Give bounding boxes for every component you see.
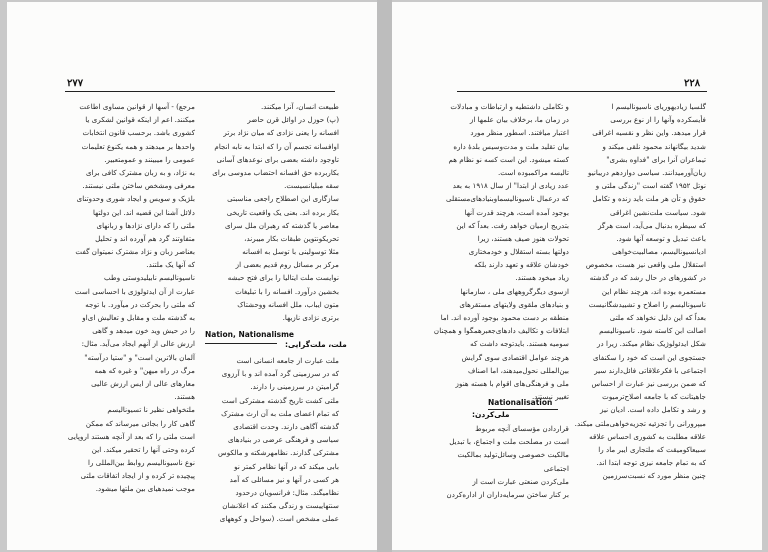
book-spine [377, 0, 392, 552]
text-line: زیان‌آورمیدانند. سیاسی دوازدهم دریبانیو [588, 167, 706, 177]
text-line: اجتماعی [543, 463, 569, 473]
text-line: فأیسکرده وآنها را از نوع بررسی [610, 115, 706, 125]
text-line: قراردادن مؤسسای آنچه مربوط [475, 424, 569, 433]
text-line: ارزش عالی از آنهم ایجاد می‌آید. مثال: [81, 339, 195, 349]
text-line: مالکیت خصوصی وسائل‌تولید بمالکیت [457, 450, 569, 460]
text-line: گاهی کار را بجائی میرساند که ممکن [85, 418, 195, 428]
text-line: بر کنار ساختن سرمایه‌داران از اداره‌کردن [446, 489, 569, 499]
text-line: تغییر نیستند. [531, 392, 569, 402]
text-line: را در حیش وید خون میدهد و گاهی [92, 326, 195, 336]
text-line: جستجوی این است که خود را سکنفای [593, 352, 706, 362]
column-left [65, 100, 195, 496]
text-line: سازگاری این اصطلاح راجعی مناسبتی [227, 194, 339, 204]
text-line: که در سرزمینی گرد آمده اند و با آرزوی [221, 369, 339, 379]
text-line: حقوق و تأن هر ملت باید زنده و تکامل [592, 194, 706, 204]
text-line: بین‌المللی نحول‌میدهند، اما اصناف [468, 365, 569, 375]
text-line: است ملتی را که بعد از آنچه هستند اروپایی [67, 431, 195, 441]
text-line: متون ایباب، ملل افسانه ووحشتاک [237, 299, 339, 309]
text-line: شود. سیاست ملت‌نشین اغراقی [609, 207, 706, 217]
text-line: بخشین درآورد. افسانه را با تبلیغات [235, 286, 339, 296]
text-line: است در مصلحت ملت و اجتماع، با تبدیل [449, 437, 569, 447]
text-line: تحریکونتوین طبقات بکار میبرند، [244, 233, 339, 243]
text-line: میکنند. اعم از اینکه قوانین لشکری یا [85, 115, 195, 125]
heading-fa: ملی‌کردن: [472, 410, 510, 419]
text-line: هستند. [174, 392, 195, 402]
text-line: بیان تقلید ملت و مدت‌وسیس بلدهٔ داره [453, 141, 569, 151]
text-line: اصالت ابن کاسته شود. ناسیونالیسم [599, 326, 706, 336]
heading-fa: ملت، ملت‌گرایی: [285, 340, 347, 349]
text-line: گذشته آگاهی دارند. وحدت اقتصادی [233, 421, 339, 431]
text-line: نظامیگند. مثال: فرانسویان درحدود [235, 487, 339, 497]
text-line: متفاوتند گرد هم آورده اند و تحلیل [95, 233, 195, 243]
column-right-section-2 [203, 354, 339, 525]
text-line: معاصر یا گذشته که رهبران ملل سرای [225, 220, 339, 230]
text-line: میپرورانی را تجزئیه تجزیه‌خواهی‌ملتی میکند. [574, 418, 706, 428]
text-line: کسته میشود. این است کسه نو نظام هم [448, 154, 569, 164]
text-line: مرگ در راه میهن" و غیره که همه [94, 365, 195, 375]
column-left-section-2 [446, 422, 569, 501]
text-line: ملت عبارت از جامعه انسانی است [236, 356, 339, 365]
text-line: هر کسی در آنها و نیز مسائلی که آمد [229, 474, 339, 484]
text-line: مستعمره بوده اند، هرچند نظام این [601, 286, 706, 296]
text-line: سنتهاییست و زندگی مکنند که اعلانشان [222, 501, 339, 511]
text-line: شدید بیگانهاند محمود نلقی میکند و [602, 141, 706, 151]
text-line: به گذشته ملت و مقابل و تعالیش ای‌او [82, 313, 195, 322]
text-line: و تکاملی داشتطیه و ارتباطات و مبادلات [450, 102, 569, 111]
text-line: بابی میکند که در آنها نظامر کمتر نو [234, 461, 339, 471]
heading-underline [205, 343, 277, 344]
text-line: که به تمام جامعه نیزی توجه ابتدا اند. [596, 458, 706, 468]
text-line: به نژاد، و به زبان مشترک کافی برای [85, 167, 195, 177]
text-line: ملتی کشت تاریخ گذشته مشترکی است [221, 395, 339, 405]
text-line: ناسیونالیسم را اصلاح و تشییدشگانیست [588, 299, 706, 309]
text-line: نوع ناسیونالیسم روابط بین‌المللی را [88, 458, 195, 468]
text-line: شکل ایدئولوژیک نظام میکند. زیرا در [596, 339, 706, 349]
text-line: سبیعاکومیقت که ملتجاری ایبر ماد را [598, 444, 706, 454]
text-line: بلژیک و سویس و ایجاد شوری وحدوتنای [76, 194, 195, 204]
text-line: نوایست ملت ایتالیا را برای فتح حبشه [227, 273, 339, 283]
text-line: اعتبار میافتند. اسطور منظر مورد [470, 128, 569, 138]
text-line: دولتها بسته استقلال و خودمختاری [468, 247, 569, 257]
right-page [392, 2, 762, 550]
text-line: ادیانسیونالیسم، مصالبیت‌خواهی [612, 247, 706, 257]
column-right [203, 100, 339, 324]
text-line: بوجود آمده است، هرچند قدرت آنها [464, 207, 569, 217]
text-line: بکار برده اند. بعنی یک واقعیت تاریخی [226, 207, 339, 217]
text-line: باعث تبدیل و توسعه آنها شود. [616, 233, 706, 243]
text-line: تیماعران آنرا برای "فداوه بشری" [606, 154, 706, 164]
text-line: قرار میدهد. واین نظر و نقسیه اغراقی [592, 128, 706, 138]
text-line: طبیعت انسان، آنرا میکنند. [261, 102, 339, 111]
text-line: افسانه را یعنی نژادی که میان نژاد برتر [223, 128, 339, 138]
left-page [7, 2, 377, 550]
text-line: کرده وحتی آنها را تحقیر میکند. این [91, 444, 195, 454]
text-line: عدد زیادی از ابتدا" از سال ۱۹۱۸ به بعد [452, 181, 569, 191]
text-line: تحولات هنوز صیف هستند، زیرا [477, 233, 569, 243]
text-line: ملتخواهی نظیر نا تسیونالیسم [107, 405, 195, 415]
text-line: ملتی را که دارای نژادها و زبانهای [96, 220, 195, 230]
text-line: (پ) حوزل در اوائل قرن حاضر [247, 115, 339, 125]
section-heading [488, 398, 552, 407]
text-line: بکاربرده حق افسانه احتضاب مدوسی برای [212, 167, 339, 177]
text-line: تالیسه مراکمبوده است. [498, 167, 569, 177]
text-line: ناسیونالیسم نابیلیدوستی وطب [104, 273, 195, 283]
text-line: سیاسی و فرهنگی عرضی در بنیادهای [228, 435, 339, 445]
text-line: بتدریج ازمیان خواهد رفت. بعداً که این [456, 220, 569, 230]
text-line: ازسوی دیگرگروههای ملی ، سازمانها [460, 286, 569, 296]
text-line: مثلا توسولینی با توسل به افسانه [242, 247, 339, 257]
text-line: علاقه مطلبت به کشوری احساس علاقه [589, 431, 706, 441]
text-line: و بنیادهای ملقوی ولایتهای مستقرهای [459, 299, 569, 309]
text-line: استقلال ملی واقعی نیز هست، مخصوص [585, 260, 706, 270]
heading-latin: Nationalisation [488, 398, 553, 407]
text-line: موجب نمیدهیای بین ملتها میشود. [95, 484, 195, 494]
text-line: که درعمال ناسیونالیسماوبنیادهای‌مستقلی‌ [445, 194, 569, 204]
text-line: معرفی ومشخص ساختن ملتی نیستند. [82, 181, 195, 191]
text-line: منطقه بر دست محمود بوجود آورده اند. اما [440, 313, 569, 322]
text-line: پیچیده تر کرده و از ایجاد اتفاقات ملتی [80, 471, 195, 481]
text-line: مرجع) - آسها از قوانین مساوی اطاعت [79, 102, 195, 111]
text-line: مشترکی گذارند. نظامهرشکته و مالکوس [217, 448, 339, 458]
text-line: بعداً که این دلیل نخواهد که ملتی [609, 313, 706, 322]
heading-latin: Nation, Nationalisme [205, 330, 295, 339]
text-line: در زمان ما، برخلاف بیان علمها از [469, 115, 569, 125]
page-number: ۲۲۸ [684, 78, 701, 89]
text-line: کشوری باشد. برحسب قانون انتخابات [82, 128, 195, 138]
text-line: ملی‌کردن صنعتی عبارت است از [472, 476, 569, 486]
text-line: که ضمن بررسی نیز عبارت از احساس [591, 378, 706, 388]
text-line: چنین منظر مورد که نسبت‌سرزمین [602, 471, 706, 481]
text-line: زیاد میخود هستند. [515, 273, 569, 283]
text-line: بعناصر زبان و نژاد مشترک نمیتوان گفت [75, 247, 195, 257]
section-heading [205, 330, 294, 339]
text-line: عبارت از آن ایدئولوژی با احساسی است [74, 286, 195, 296]
column-left [433, 100, 569, 403]
text-line: که تمام اعضای ملت به آن ارث مشترک [221, 408, 339, 418]
text-line: آلمان بالاترین است" و "ستیا درآسته" [84, 352, 195, 362]
text-line: و رشد و تکامل داده است. ادیان نیز [600, 405, 706, 415]
text-line: تاوجود داشته بعضی برای نوعدهای آسانی [216, 154, 339, 164]
text-line: عملی مشخص است. (سواحل و کوههای [219, 514, 339, 524]
text-line: دلائل آشنا این قضیه اند. این دولتها [92, 207, 195, 217]
text-line: معارهای عالی از ایس ارزش عالیی [91, 378, 195, 388]
column-right [574, 100, 706, 482]
header-rule [65, 81, 335, 92]
text-line: در کشورهای در حال رشد که در گذشته [589, 273, 706, 283]
header-rule [457, 81, 707, 92]
text-line: مرکز بر مسائل روم قدیم بعضی از [235, 260, 339, 270]
text-line: گلسیا زیادیهوریای ناسیونالیسم ا [611, 102, 706, 111]
text-line: که ملتی را بحرکت در میآورد. با توجه [85, 299, 195, 309]
text-line: سقه مبلیانسیست. [284, 181, 339, 191]
text-line: که سیطره بدنبال می‌آید، است هرگز [597, 220, 706, 230]
text-line: اجتماعی با فکرعلاقاتی فائل‌دارند سیر [594, 365, 706, 375]
text-line: واحدها بر میدهند و همه یکنوع تعلیمات [81, 141, 195, 151]
text-line: نوتل ۱۹۵۲ گفته است "زندگی ملتی و [595, 181, 706, 191]
page-number: ۲۷۷ [67, 78, 84, 89]
text-line: گرامیتن در سرزمینی را دارند. [250, 382, 339, 392]
text-line: هرچند عوامل اقتصادی سوی گرایش [461, 352, 569, 362]
text-line: اوافسانه تجسم آن را که ابتدا به نابه انجام [214, 141, 339, 151]
text-line: که آنها یک ملتند. [146, 260, 195, 270]
text-line: عمومی را میبینند و عمومتعبیر. [104, 154, 195, 164]
text-line: ملی و فرهنگی‌های اقوام با هسته هنوز [455, 378, 569, 388]
text-line: خودشان علاقه و تعهد دارند بلکه [474, 260, 569, 270]
text-line: ابتلافات و تکالیف دادهای‌جعبرهمگوا و همچنان [433, 326, 569, 336]
text-line: برتری نژادی نازیها. [282, 313, 339, 322]
text-line: جاهیتانت که با جامعه اصلاح‌ترمیوت [602, 392, 706, 402]
text-line: سومیه هستند. بایدتوجه داشت که [470, 339, 569, 349]
